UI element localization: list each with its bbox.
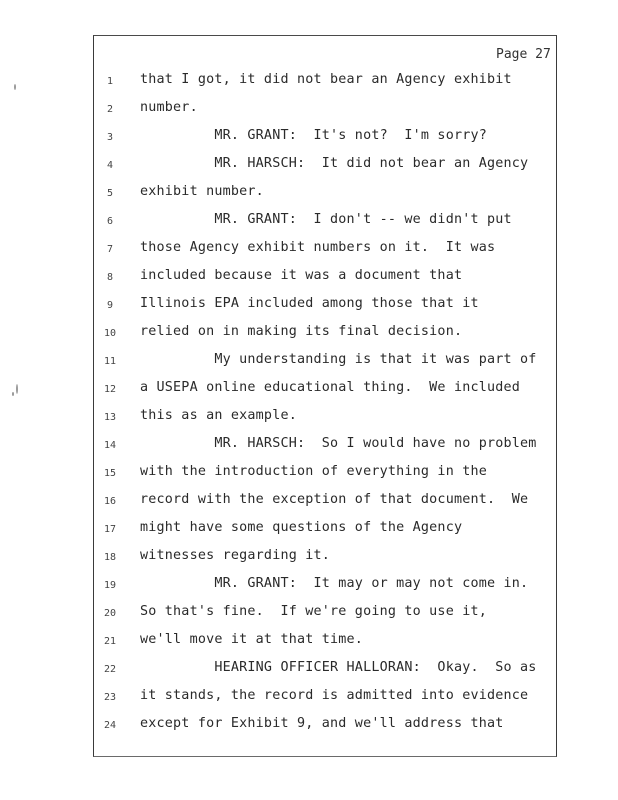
transcript-line <box>0 518 618 546</box>
scan-speck <box>14 84 16 90</box>
line-text: this as an example. <box>140 408 297 423</box>
transcript-line <box>0 294 618 322</box>
line-number: 22 <box>103 664 117 675</box>
line-text: HEARING OFFICER HALLORAN: Okay. So as <box>140 660 537 675</box>
line-text: So that's fine. If we're going to use it, <box>140 604 487 619</box>
transcript-line <box>0 350 618 378</box>
line-text: might have some questions of the Agency <box>140 520 463 535</box>
transcript-line <box>0 210 618 238</box>
line-number: 17 <box>103 524 117 535</box>
line-text: we'll move it at that time. <box>140 632 364 647</box>
transcript-line <box>0 714 618 742</box>
line-number: 21 <box>103 636 117 647</box>
transcript-line <box>0 378 618 406</box>
line-text: except for Exhibit 9, and we'll address that <box>140 716 504 731</box>
line-number: 14 <box>103 440 117 451</box>
line-number: 24 <box>103 720 117 731</box>
transcript-line <box>0 266 618 294</box>
line-text: MR. GRANT: I don't -- we didn't put <box>140 212 512 227</box>
line-text: exhibit number. <box>140 184 264 199</box>
line-number: 7 <box>106 244 114 255</box>
line-number: 10 <box>103 328 117 339</box>
line-number: 8 <box>106 272 114 283</box>
line-text: MR. HARSCH: It did not bear an Agency <box>140 156 529 171</box>
line-number: 15 <box>103 468 117 479</box>
transcript-line <box>0 462 618 490</box>
line-text: with the introduction of everything in the <box>140 464 487 479</box>
transcript-line <box>0 602 618 630</box>
line-text: included because it was a document that <box>140 268 463 283</box>
line-number: 19 <box>103 580 117 591</box>
line-number: 6 <box>106 216 114 227</box>
line-text: number. <box>140 100 198 115</box>
line-number: 16 <box>103 496 117 507</box>
line-text: MR. GRANT: It's not? I'm sorry? <box>140 128 487 143</box>
transcript-line <box>0 686 618 714</box>
line-text: that I got, it did not bear an Agency exhibit <box>140 72 512 87</box>
transcript-line <box>0 182 618 210</box>
line-text: MR. HARSCH: So I would have no problem <box>140 436 537 451</box>
line-text: relied on in making its final decision. <box>140 324 463 339</box>
line-number: 20 <box>103 608 117 619</box>
line-number: 3 <box>106 132 114 143</box>
line-text: a USEPA online educational thing. We included <box>140 380 521 395</box>
transcript-line <box>0 406 618 434</box>
transcript-line <box>0 154 618 182</box>
line-number: 4 <box>106 160 114 171</box>
transcript-line <box>0 126 618 154</box>
transcript-line <box>0 238 618 266</box>
transcript-line <box>0 98 618 126</box>
transcript-line <box>0 490 618 518</box>
transcript-line <box>0 546 618 574</box>
line-number: 23 <box>103 692 117 703</box>
transcript-line <box>0 70 618 98</box>
line-number: 12 <box>103 384 117 395</box>
line-number: 18 <box>103 552 117 563</box>
line-number: 1 <box>106 76 114 87</box>
line-number: 13 <box>103 412 117 423</box>
transcript-line <box>0 630 618 658</box>
line-number: 9 <box>106 300 114 311</box>
transcript-line <box>0 574 618 602</box>
page-number: Page 27 <box>496 47 551 62</box>
line-text: witnesses regarding it. <box>140 548 331 563</box>
transcript-line <box>0 434 618 462</box>
scan-speck <box>12 392 14 396</box>
line-number: 2 <box>106 104 114 115</box>
line-text: Illinois EPA included among those that it <box>140 296 479 311</box>
transcript-line <box>0 322 618 350</box>
line-number: 11 <box>103 356 117 367</box>
line-text: MR. GRANT: It may or may not come in. <box>140 576 529 591</box>
transcript-line <box>0 658 618 686</box>
line-number: 5 <box>106 188 114 199</box>
line-text: record with the exception of that document. We <box>140 492 529 507</box>
line-text: it stands, the record is admitted into evidence <box>140 688 529 703</box>
line-text: those Agency exhibit numbers on it. It was <box>140 240 496 255</box>
line-text: My understanding is that it was part of <box>140 352 537 367</box>
scan-speck <box>16 384 18 394</box>
